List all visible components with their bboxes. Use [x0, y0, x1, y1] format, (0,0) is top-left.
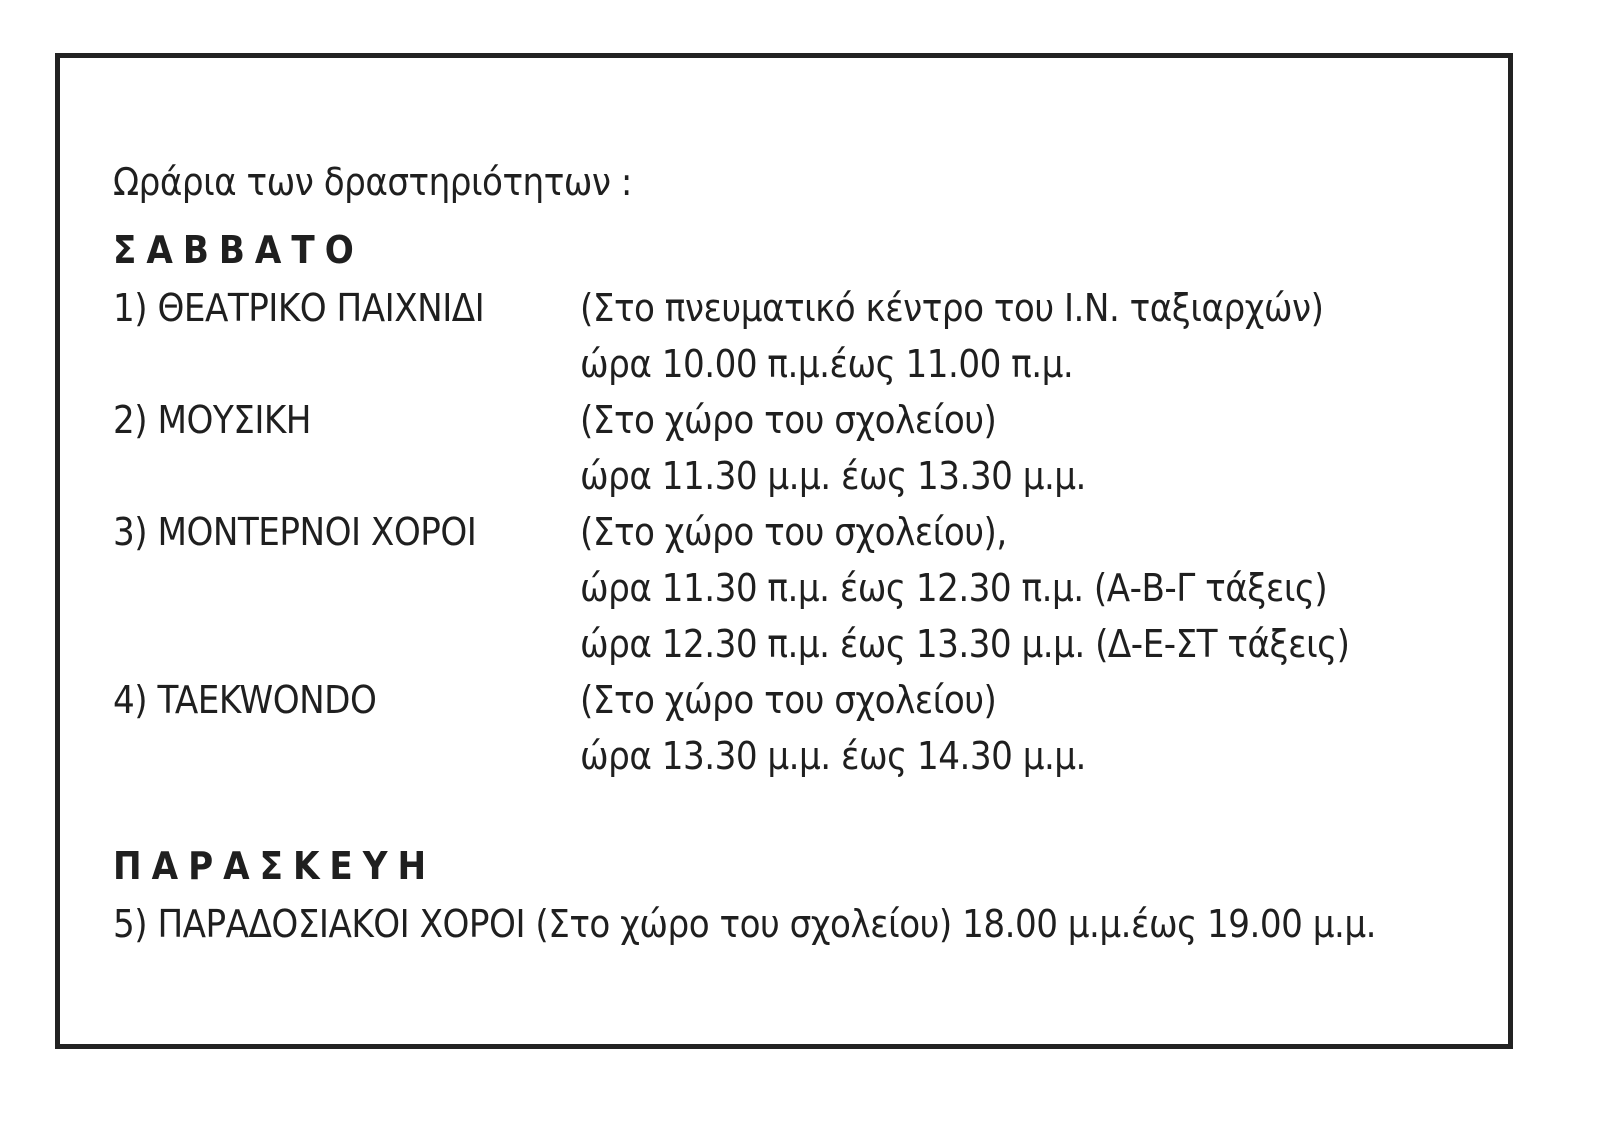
- activity-traditional-dance: 5) ΠΑΡΑΔΟΣΙΑΚΟΙ ΧΟΡΟΙ (Στο χώρο του σχολείου) 18.00 μ.μ.έως 19.00 μ.μ.: [113, 902, 1376, 946]
- activity-location-modern-dance: (Στο χώρο του σχολείου),: [580, 510, 1007, 554]
- activity-location-music: (Στο χώρο του σχολείου): [580, 398, 997, 442]
- activity-time-taekwondo: ώρα 13.30 μ.μ. έως 14.30 μ.μ.: [580, 734, 1086, 778]
- activity-time-modern-dance-2: ώρα 12.30 π.μ. έως 13.30 μ.μ. (Δ-Ε-ΣΤ τάξεις): [580, 622, 1350, 666]
- activity-time-modern-dance-1: ώρα 11.30 π.μ. έως 12.30 π.μ. (Α-Β-Γ τάξεις): [580, 566, 1328, 610]
- activity-label-modern-dance: 3) ΜΟΝΤΕΡΝΟΙ ΧΟΡΟΙ: [113, 510, 477, 554]
- friday-heading: ΠΑΡΑΣΚΕΥΗ: [113, 844, 437, 888]
- activity-time-music: ώρα 11.30 μ.μ. έως 13.30 μ.μ.: [580, 454, 1086, 498]
- activity-label-theatre: 1) ΘΕΑΤΡΙΚΟ ΠΑΙΧΝΙΔΙ: [113, 286, 485, 330]
- saturday-heading: ΣΑΒΒΑΤΟ: [113, 228, 364, 272]
- activity-label-music: 2) ΜΟΥΣΙΚΗ: [113, 398, 312, 442]
- intro-text: Ωράρια των δραστηριότητων :: [113, 160, 632, 204]
- activity-time-theatre: ώρα 10.00 π.μ.έως 11.00 π.μ.: [580, 342, 1074, 386]
- activity-location-taekwondo: (Στο χώρο του σχολείου): [580, 678, 997, 722]
- activity-location-theatre: (Στο πνευματικό κέντρο του Ι.Ν. ταξιαρχών): [580, 286, 1324, 330]
- activity-label-taekwondo: 4) TAEKWONDO: [113, 678, 377, 722]
